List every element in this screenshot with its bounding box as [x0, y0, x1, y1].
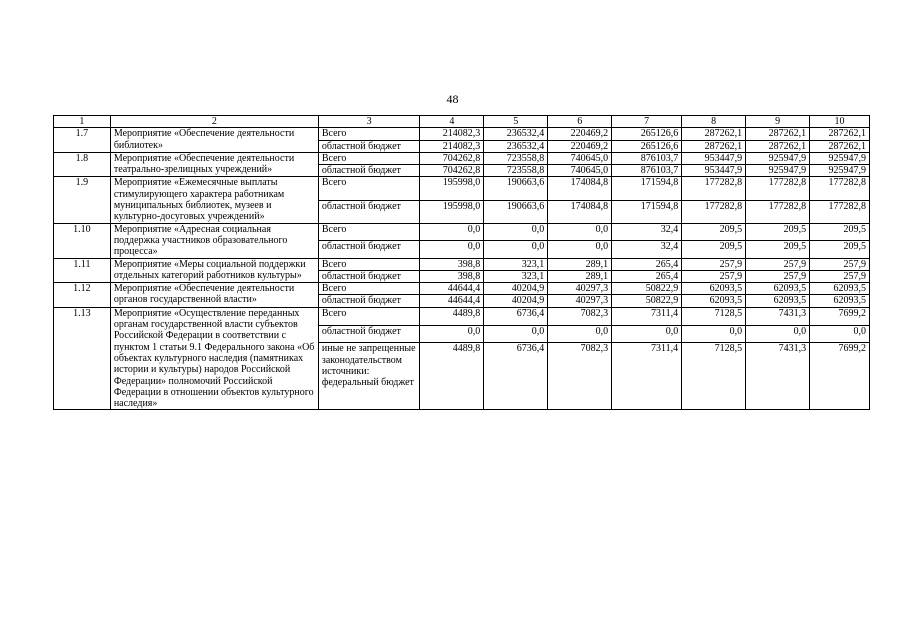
- value-cell: 323,1: [484, 270, 548, 282]
- budget-table: [53, 115, 870, 410]
- table-row: [54, 223, 870, 240]
- value-cell: 0,0: [420, 325, 484, 343]
- value-cell: 265,4: [612, 258, 682, 270]
- value-cell: 209,5: [746, 241, 810, 258]
- funding-source: областной бюджет: [318, 270, 419, 282]
- header-cell: 2: [110, 116, 318, 128]
- value-cell: 0,0: [810, 325, 870, 343]
- value-cell: 174084,8: [548, 200, 612, 223]
- value-cell: 925947,9: [746, 152, 810, 164]
- value-cell: 177282,8: [682, 177, 746, 200]
- value-cell: 190663,6: [484, 177, 548, 200]
- value-cell: 289,1: [548, 258, 612, 270]
- value-cell: 257,9: [682, 270, 746, 282]
- value-cell: 209,5: [810, 223, 870, 240]
- value-cell: 704262,8: [420, 165, 484, 177]
- value-cell: 171594,8: [612, 177, 682, 200]
- value-cell: 7128,5: [682, 343, 746, 410]
- value-cell: 209,5: [746, 223, 810, 240]
- value-cell: 257,9: [810, 270, 870, 282]
- funding-source: Всего: [318, 152, 419, 164]
- value-cell: 62093,5: [746, 283, 810, 295]
- value-cell: 177282,8: [810, 177, 870, 200]
- value-cell: 7699,2: [810, 307, 870, 325]
- value-cell: 287262,1: [746, 140, 810, 152]
- value-cell: 50822,9: [612, 283, 682, 295]
- value-cell: 4489,8: [420, 343, 484, 410]
- value-cell: 7699,2: [810, 343, 870, 410]
- value-cell: 209,5: [682, 223, 746, 240]
- value-cell: 220469,2: [548, 140, 612, 152]
- value-cell: 195998,0: [420, 200, 484, 223]
- measure-name: Мероприятие «Осуществление переданных органам государственной власти субъектов Российской Федерации в соответствии с пунктом 1 статьи 9.1 Федерального закона «Об объектах культурного наследия (памятниках истории и культуры) народов Российской Федерации» полномочий Российской Федерации в отношении объектов культурного наследия»: [110, 307, 318, 410]
- funding-source: областной бюджет: [318, 140, 419, 152]
- header-cell: 7: [612, 116, 682, 128]
- value-cell: 190663,6: [484, 200, 548, 223]
- measure-name: Мероприятие «Ежемесячные выплаты стимулирующего характера работникам муниципальных библиотек, музеев и культурно-досуговых учреждений»: [110, 177, 318, 223]
- value-cell: 925947,9: [810, 152, 870, 164]
- value-cell: 177282,8: [810, 200, 870, 223]
- value-cell: 265,4: [612, 270, 682, 282]
- value-cell: 7082,3: [548, 307, 612, 325]
- value-cell: 0,0: [612, 325, 682, 343]
- page-number: 48: [446, 92, 459, 106]
- value-cell: 50822,9: [612, 295, 682, 307]
- header-cell: 5: [484, 116, 548, 128]
- table-row: [54, 258, 870, 270]
- value-cell: 0,0: [484, 325, 548, 343]
- funding-source: Всего: [318, 307, 419, 325]
- measure-name: Мероприятие «Обеспечение деятельности библиотек»: [110, 128, 318, 153]
- value-cell: 236532,4: [484, 128, 548, 140]
- value-cell: 0,0: [548, 325, 612, 343]
- funding-source: областной бюджет: [318, 200, 419, 223]
- measure-name: Мероприятие «Меры социальной поддержки отдельных категорий работников культуры»: [110, 258, 318, 283]
- funding-source: Всего: [318, 283, 419, 295]
- value-cell: 44644,4: [420, 295, 484, 307]
- measure-name: Мероприятие «Адресная социальная поддержка участников образовательного процесса»: [110, 223, 318, 258]
- funding-source: областной бюджет: [318, 295, 419, 307]
- row-number: 1.7: [54, 128, 111, 153]
- value-cell: 0,0: [484, 223, 548, 240]
- value-cell: 953447,9: [682, 165, 746, 177]
- value-cell: 0,0: [420, 241, 484, 258]
- value-cell: 214082,3: [420, 140, 484, 152]
- value-cell: 0,0: [746, 325, 810, 343]
- value-cell: 62093,5: [682, 283, 746, 295]
- header-row: [54, 116, 870, 128]
- value-cell: 953447,9: [682, 152, 746, 164]
- value-cell: 4489,8: [420, 307, 484, 325]
- value-cell: 62093,5: [746, 295, 810, 307]
- measure-name: Мероприятие «Обеспечение деятельности органов государственной власти»: [110, 283, 318, 308]
- value-cell: 7431,3: [746, 307, 810, 325]
- value-cell: 209,5: [810, 241, 870, 258]
- value-cell: 740645,0: [548, 152, 612, 164]
- value-cell: 7311,4: [612, 343, 682, 410]
- value-cell: 925947,9: [810, 165, 870, 177]
- value-cell: 0,0: [548, 241, 612, 258]
- funding-source: Всего: [318, 223, 419, 240]
- value-cell: 287262,1: [682, 140, 746, 152]
- value-cell: 287262,1: [682, 128, 746, 140]
- funding-source: Всего: [318, 258, 419, 270]
- table-row: [54, 152, 870, 164]
- value-cell: 7311,4: [612, 307, 682, 325]
- funding-source: иные не запрещенные законодательством источники: федеральный бюджет: [318, 343, 419, 410]
- value-cell: 177282,8: [746, 177, 810, 200]
- header-cell: 4: [420, 116, 484, 128]
- value-cell: 265126,6: [612, 140, 682, 152]
- row-number: 1.10: [54, 223, 111, 258]
- value-cell: 62093,5: [682, 295, 746, 307]
- value-cell: 876103,7: [612, 152, 682, 164]
- funding-source: областной бюджет: [318, 325, 419, 343]
- funding-source: областной бюджет: [318, 165, 419, 177]
- value-cell: 7082,3: [548, 343, 612, 410]
- value-cell: 40297,3: [548, 283, 612, 295]
- table-row: [54, 177, 870, 200]
- value-cell: 876103,7: [612, 165, 682, 177]
- row-number: 1.9: [54, 177, 111, 223]
- value-cell: 40204,9: [484, 283, 548, 295]
- header-cell: 3: [318, 116, 419, 128]
- header-cell: 6: [548, 116, 612, 128]
- funding-source: Всего: [318, 177, 419, 200]
- funding-source: Всего: [318, 128, 419, 140]
- value-cell: 32,4: [612, 241, 682, 258]
- value-cell: 40204,9: [484, 295, 548, 307]
- row-number: 1.11: [54, 258, 111, 283]
- table-row: [54, 128, 870, 140]
- value-cell: 323,1: [484, 258, 548, 270]
- value-cell: 287262,1: [810, 140, 870, 152]
- value-cell: 40297,3: [548, 295, 612, 307]
- value-cell: 62093,5: [810, 295, 870, 307]
- value-cell: 398,8: [420, 258, 484, 270]
- value-cell: 257,9: [746, 258, 810, 270]
- table-row: [54, 283, 870, 295]
- value-cell: 6736,4: [484, 307, 548, 325]
- value-cell: 740645,0: [548, 165, 612, 177]
- funding-source: областной бюджет: [318, 241, 419, 258]
- value-cell: 236532,4: [484, 140, 548, 152]
- row-number: 1.13: [54, 307, 111, 410]
- value-cell: 174084,8: [548, 177, 612, 200]
- value-cell: 704262,8: [420, 152, 484, 164]
- value-cell: 265126,6: [612, 128, 682, 140]
- row-number: 1.12: [54, 283, 111, 308]
- value-cell: 289,1: [548, 270, 612, 282]
- header-cell: 1: [54, 116, 111, 128]
- table-row: [54, 307, 870, 325]
- value-cell: 177282,8: [746, 200, 810, 223]
- value-cell: 0,0: [484, 241, 548, 258]
- value-cell: 214082,3: [420, 128, 484, 140]
- value-cell: 723558,8: [484, 165, 548, 177]
- value-cell: 925947,9: [746, 165, 810, 177]
- value-cell: 257,9: [682, 258, 746, 270]
- value-cell: 257,9: [746, 270, 810, 282]
- header-cell: 8: [682, 116, 746, 128]
- value-cell: 0,0: [682, 325, 746, 343]
- value-cell: 257,9: [810, 258, 870, 270]
- value-cell: 7128,5: [682, 307, 746, 325]
- header-cell: 10: [810, 116, 870, 128]
- value-cell: 6736,4: [484, 343, 548, 410]
- measure-name: Мероприятие «Обеспечение деятельности театрально-зрелищных учреждений»: [110, 152, 318, 177]
- value-cell: 44644,4: [420, 283, 484, 295]
- value-cell: 62093,5: [810, 283, 870, 295]
- value-cell: 287262,1: [810, 128, 870, 140]
- header-cell: 9: [746, 116, 810, 128]
- value-cell: 209,5: [682, 241, 746, 258]
- value-cell: 220469,2: [548, 128, 612, 140]
- value-cell: 398,8: [420, 270, 484, 282]
- row-number: 1.8: [54, 152, 111, 177]
- value-cell: 171594,8: [612, 200, 682, 223]
- value-cell: 0,0: [420, 223, 484, 240]
- value-cell: 0,0: [548, 223, 612, 240]
- value-cell: 195998,0: [420, 177, 484, 200]
- value-cell: 32,4: [612, 223, 682, 240]
- value-cell: 287262,1: [746, 128, 810, 140]
- value-cell: 177282,8: [682, 200, 746, 223]
- value-cell: 723558,8: [484, 152, 548, 164]
- value-cell: 7431,3: [746, 343, 810, 410]
